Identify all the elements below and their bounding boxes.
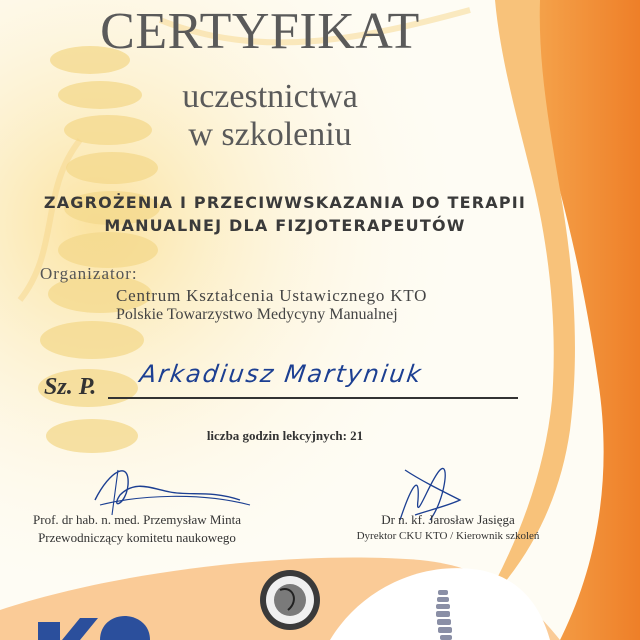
bottom-center-seal: [260, 570, 320, 630]
left-signatory-role: Przewodniczący komitetu naukowego: [38, 530, 236, 545]
course-title-line2: MANUALNEJ DLA FIZJOTERAPEUTÓW: [104, 216, 466, 235]
organizer-label: Organizator:: [40, 264, 138, 283]
right-signatory-role: Dyrektor CKU KTO / Kierownik szkoleń: [356, 530, 540, 542]
organizer-line1: Centrum Kształcenia Ustawicznego KTO: [116, 286, 428, 305]
left-signatory-name: Prof. dr hab. n. med. Przemysław Minta: [33, 512, 241, 527]
certificate-subtitle-line2: w szkoleniu: [188, 116, 352, 153]
course-title-line1: ZAGROŻENIA I PRZECIWWSKAZANIA DO TERAPII: [43, 193, 527, 212]
certificate-subtitle-line1: uczestnictwa: [182, 78, 358, 115]
certificate-title: CERTYFIKAT: [100, 3, 420, 60]
recipient-name: Arkadiusz Martyniuk: [138, 360, 425, 388]
recipient-prefix: Sz. P.: [44, 374, 97, 400]
recipient-name-underline: [108, 397, 518, 399]
hours-text: liczba godzin lekcyjnych: 21: [206, 428, 364, 443]
right-signatory-name: Dr n. kf. Jarosław Jasięga: [381, 512, 515, 527]
organizer-line2: Polskie Towarzystwo Medycyny Manualnej: [116, 306, 398, 323]
